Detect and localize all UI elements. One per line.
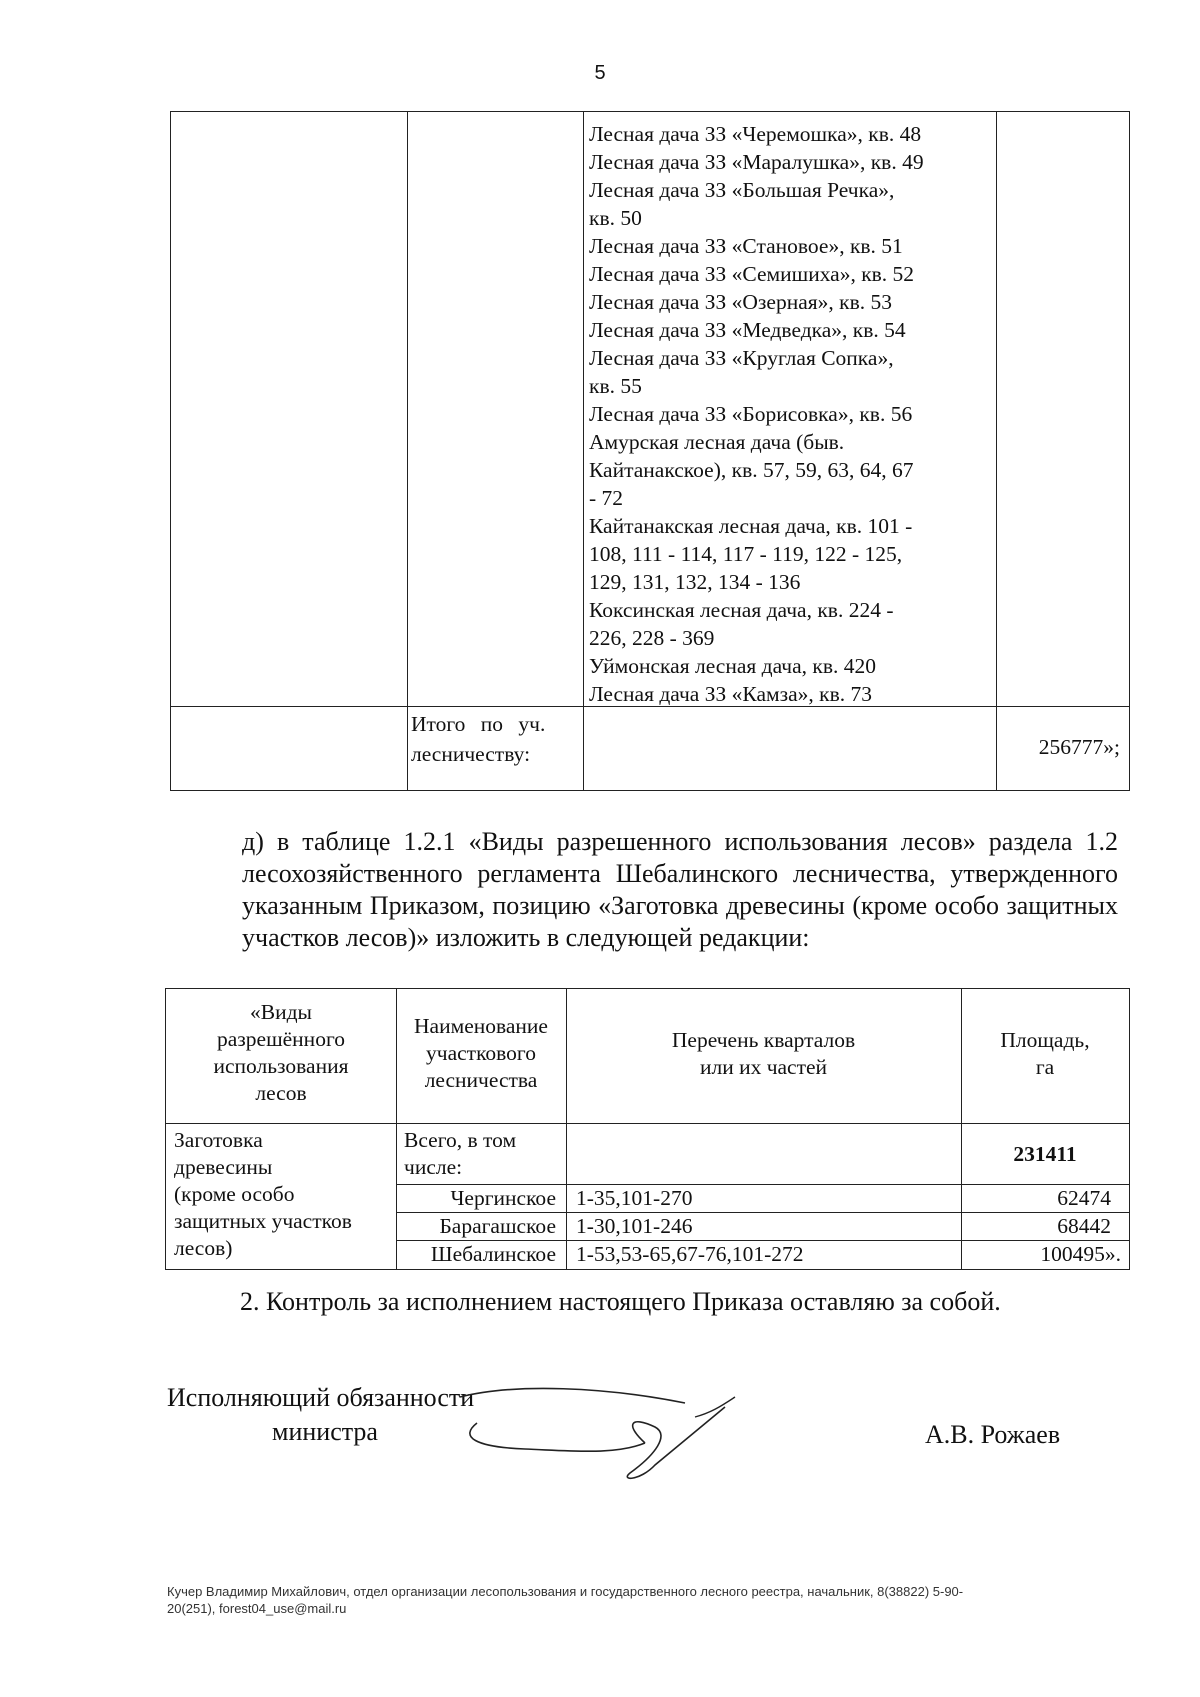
header-area: [961, 1027, 1129, 1081]
activity-label: [174, 1127, 394, 1262]
table-divider: [166, 1123, 1129, 1124]
closing-statement: 2. Контроль за исполнением настоящего Приказа оставляю за собой.: [240, 1287, 1001, 1316]
amendment-paragraph: [172, 826, 1118, 954]
paragraph-text: д) в таблице 1.2.1 «Виды разрешенного использования лесов» раздела 1.2 лесохозяйственного регламента Шебалинского лесничества, утвержденного указанным Приказом, позицию «Заготовка древесины (кроме особо защитных участков лесов)» изложить в следующей редакции:: [242, 827, 1118, 952]
quarters: 1-53,53-65,67-76,101-272: [576, 1242, 804, 1266]
signatory-name: А.В. Рожаев: [925, 1420, 1061, 1449]
list-item: Амурская лесная дача (быв.: [589, 430, 845, 454]
header-line: участкового: [426, 1041, 536, 1065]
header-line: га: [1035, 1055, 1055, 1079]
header-line: разрешённого: [217, 1027, 345, 1051]
table-divider: [407, 112, 408, 790]
list-item: Лесная дача ЗЗ «Черемошка», кв. 48: [589, 122, 922, 146]
list-item: Лесная дача ЗЗ «Камза», кв. 73: [589, 682, 872, 706]
list-item: Лесная дача ЗЗ «Становое», кв. 51: [589, 234, 903, 258]
total-label-line: Всего, в том: [404, 1128, 517, 1152]
activity-line: Заготовка: [174, 1128, 263, 1152]
header-quarters: [566, 1027, 961, 1081]
total-label: [411, 709, 561, 769]
list-item: Кайтанакская лесная дача, кв. 101 -: [589, 514, 913, 538]
list-item: Лесная дача ЗЗ «Большая Речка»,: [589, 178, 895, 202]
list-item: 108, 111 - 114, 117 - 119, 122 - 125,: [589, 542, 903, 566]
list-item: Лесная дача ЗЗ «Круглая Сопка»,: [589, 346, 894, 370]
land-use-table: [165, 988, 1130, 1270]
table-divider: [583, 112, 584, 790]
total-value: 231411: [1013, 1142, 1077, 1166]
activity-line: защитных участков: [174, 1209, 352, 1233]
list-item: Лесная дача ЗЗ «Борисовка», кв. 56: [589, 402, 913, 426]
signatory-title: Исполняющий обязанности: [167, 1383, 475, 1412]
area: 68442: [1057, 1214, 1111, 1238]
total-label-line: числе:: [404, 1155, 463, 1179]
header-line: Перечень кварталов: [671, 1028, 856, 1052]
quarters-list: [589, 120, 984, 708]
list-item: Уймонская лесная дача, кв. 420: [589, 654, 876, 678]
header-line: лесов: [255, 1081, 307, 1105]
header-forestry-name: [396, 1013, 566, 1094]
handwritten-signature: [455, 1385, 745, 1485]
list-item: кв. 55: [589, 374, 642, 398]
header-line: Площадь,: [1000, 1028, 1090, 1052]
header-line: лесничества: [424, 1068, 538, 1092]
list-item: Коксинская лесная дача, кв. 224 -: [589, 598, 894, 622]
list-item: Лесная дача ЗЗ «Семишиха», кв. 52: [589, 262, 915, 286]
forestry-name: Барагашское: [439, 1214, 556, 1238]
table-divider: [996, 112, 997, 790]
signatory-title-line2: министра: [272, 1417, 378, 1446]
total-label-line: лесничеству:: [411, 742, 531, 766]
activity-line: (кроме особо: [174, 1182, 295, 1206]
list-item: Кайтанакское), кв. 57, 59, 63, 64, 67: [589, 458, 914, 482]
list-item: кв. 50: [589, 206, 642, 230]
total-value: 256777»;: [1038, 735, 1120, 759]
quarters: 1-35,101-270: [576, 1186, 693, 1210]
area: 62474: [1057, 1186, 1111, 1210]
list-item: 226, 228 - 369: [589, 626, 715, 650]
footer-line: 20(251), forest04_use@mail.ru: [167, 1601, 347, 1616]
activity-line: лесов): [174, 1236, 233, 1260]
forestry-name: Шебалинское: [430, 1242, 556, 1266]
footer-line: Кучер Владимир Михайлович, отдел организации лесопользования и государственного лесного реестра, начальник, 8(38822) 5-90-: [167, 1584, 964, 1599]
list-item: - 72: [589, 486, 624, 510]
total-label-line: Итого по уч.: [411, 712, 546, 736]
quarters: 1-30,101-246: [576, 1214, 693, 1238]
table-continuation: [170, 111, 1130, 791]
forestry-name: Чергинское: [450, 1186, 556, 1210]
list-item: 129, 131, 132, 134 - 136: [589, 570, 801, 594]
list-item: Лесная дача ЗЗ «Медведка», кв. 54: [589, 318, 906, 342]
activity-line: древесины: [174, 1155, 273, 1179]
header-use-types: [166, 999, 396, 1107]
area: 100495».: [1040, 1242, 1121, 1266]
list-item: Лесная дача ЗЗ «Озерная», кв. 53: [589, 290, 892, 314]
header-line: или их частей: [699, 1055, 828, 1079]
header-line: Наименование: [414, 1014, 548, 1038]
footer-contact: [167, 1583, 1102, 1617]
total-label: [404, 1127, 564, 1181]
page-number: 5: [594, 62, 606, 84]
list-item: Лесная дача ЗЗ «Маралушка», кв. 49: [589, 150, 924, 174]
header-line: «Виды: [250, 1000, 312, 1024]
header-line: использования: [213, 1054, 349, 1078]
